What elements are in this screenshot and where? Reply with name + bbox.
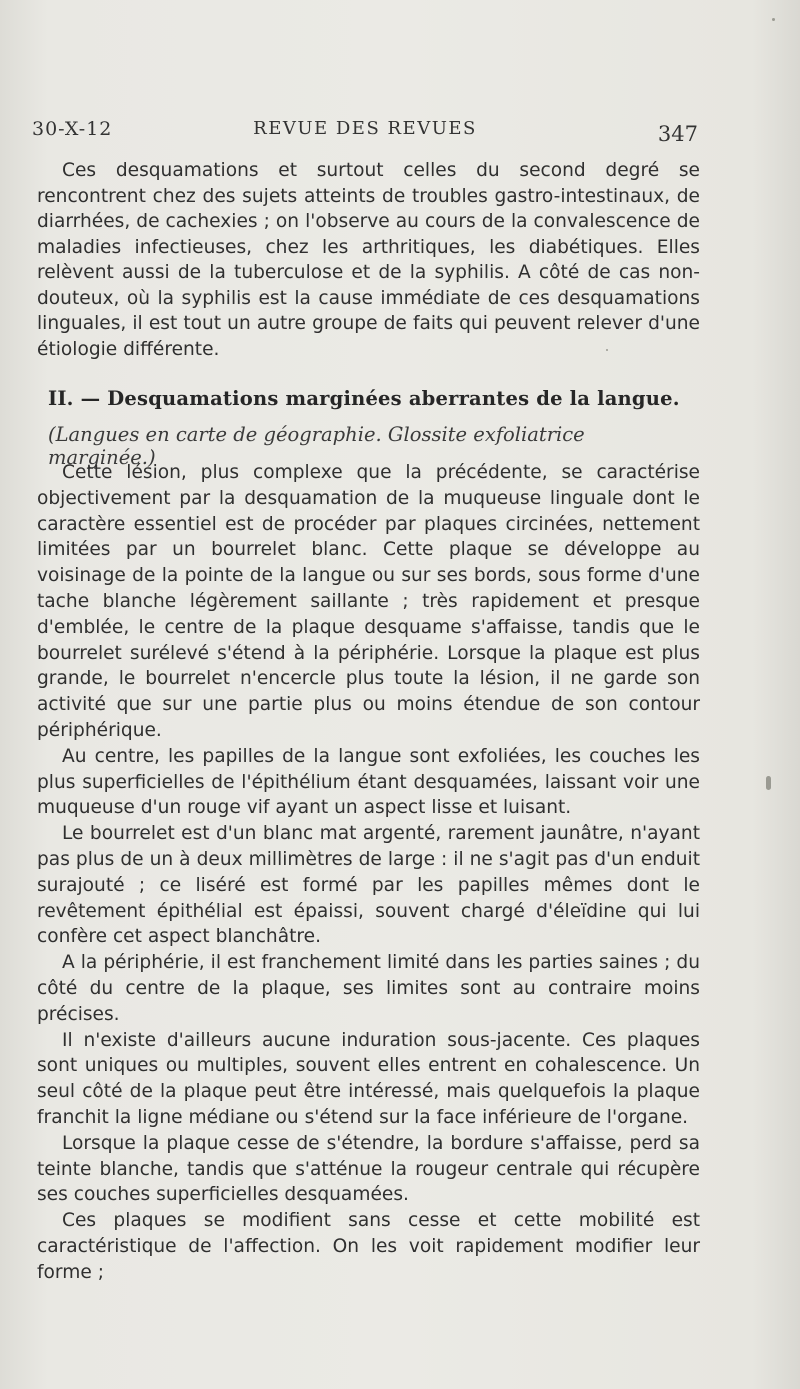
section-subheading: (Langues en carte de géographie. Glossite exfoliatrice marginée.) xyxy=(48,423,585,469)
journal-title: REVUE DES REVUES xyxy=(253,118,477,139)
paragraph: Le bourrelet est d'un blanc mat argenté, rarement jaunâtre, n'ayant pas plus de un à deux millimètres de large : il ne s'agit pas d'un enduit surajouté ; ce liséré est formé par les papilles mêmes dont le revêtement épithélial est épaissi, souvent chargé d'éleïdine qui lui confère cet aspect blanchâtre. xyxy=(37,823,700,948)
section-body xyxy=(37,460,700,1286)
paper-speck xyxy=(606,349,608,351)
paragraph: Il n'existe d'ailleurs aucune induration sous-jacente. Ces plaques sont uniques ou multiples, souvent elles entrent en cohalescence. Un seul côté de la plaque peut être intéressé, mais quelquefois la plaque franchit la ligne médiane ou s'étend sur la face inférieure de l'organe. xyxy=(37,1029,700,1128)
paragraph: Ces plaques se modifient sans cesse et cette mobilité est caractéristique de l'affection. On les voit rapidement modifier leur forme ; xyxy=(37,1210,700,1283)
section-heading: II. — Desquamations marginées aberrantes de la langue. xyxy=(48,387,680,410)
issue-date: 30-X-12 xyxy=(32,118,113,140)
paper-speck xyxy=(772,18,775,21)
paragraph: Lorsque la plaque cesse de s'étendre, la bordure s'affaisse, perd sa teinte blanche, tandis que s'atténue la rougeur centrale qui récupère ses couches superficielles desquamées. xyxy=(37,1132,700,1206)
running-head xyxy=(32,118,698,148)
paragraph: A la périphérie, il est franchement limité dans les parties saines ; du côté du centre de la plaque, ses limites sont au contraire moins précises. xyxy=(37,952,700,1025)
paragraph: Cette lésion, plus complexe que la précédente, se caractérise objectivement par la desquamation de la muqueuse linguale dont le caractère essentiel est de procéder par plaques circinées, nettement limitées par un bourrelet blanc. Cette plaque se développe au voisinage de la pointe de la langue ou sur ses bords, sous forme d'une tache blanche légèrement saillante ; très rapidement et presque d'emblée, le centre de la plaque desquame s'affaisse, tandis que le bourrelet surélevé s'étend à la périphérie. Lorsque la plaque est plus grande, le bourrelet n'encercle plus toute la lésion, il ne garde son activité que sur une partie plus ou moins étendue de son contour périphérique. xyxy=(37,462,700,741)
intro-paragraph: Ces desquamations et surtout celles du second degré se rencontrent chez des sujets atteints de troubles gastro-intestinaux, de diarrhées, de cachexies ; on l'observe au cours de la convalescence de maladies infectieuses, chez les arthritiques, les diabétiques. Elles relèvent aussi de la tuberculose et de la syphilis. A côté de cas non-douteux, où la syphilis est la cause immédiate de ces desquamations linguales, il est tout un autre groupe de faits qui peuvent relever d'une étiologie différente. xyxy=(37,160,700,360)
paragraph: Au centre, les papilles de la langue sont exfoliées, les couches les plus superficielles de l'épithélium étant desquamées, laissant voir une muqueuse d'un rouge vif ayant un aspect lisse et luisant. xyxy=(37,745,700,819)
paper-speck xyxy=(766,776,771,790)
intro-block xyxy=(37,158,700,362)
page-number: 347 xyxy=(657,122,698,146)
